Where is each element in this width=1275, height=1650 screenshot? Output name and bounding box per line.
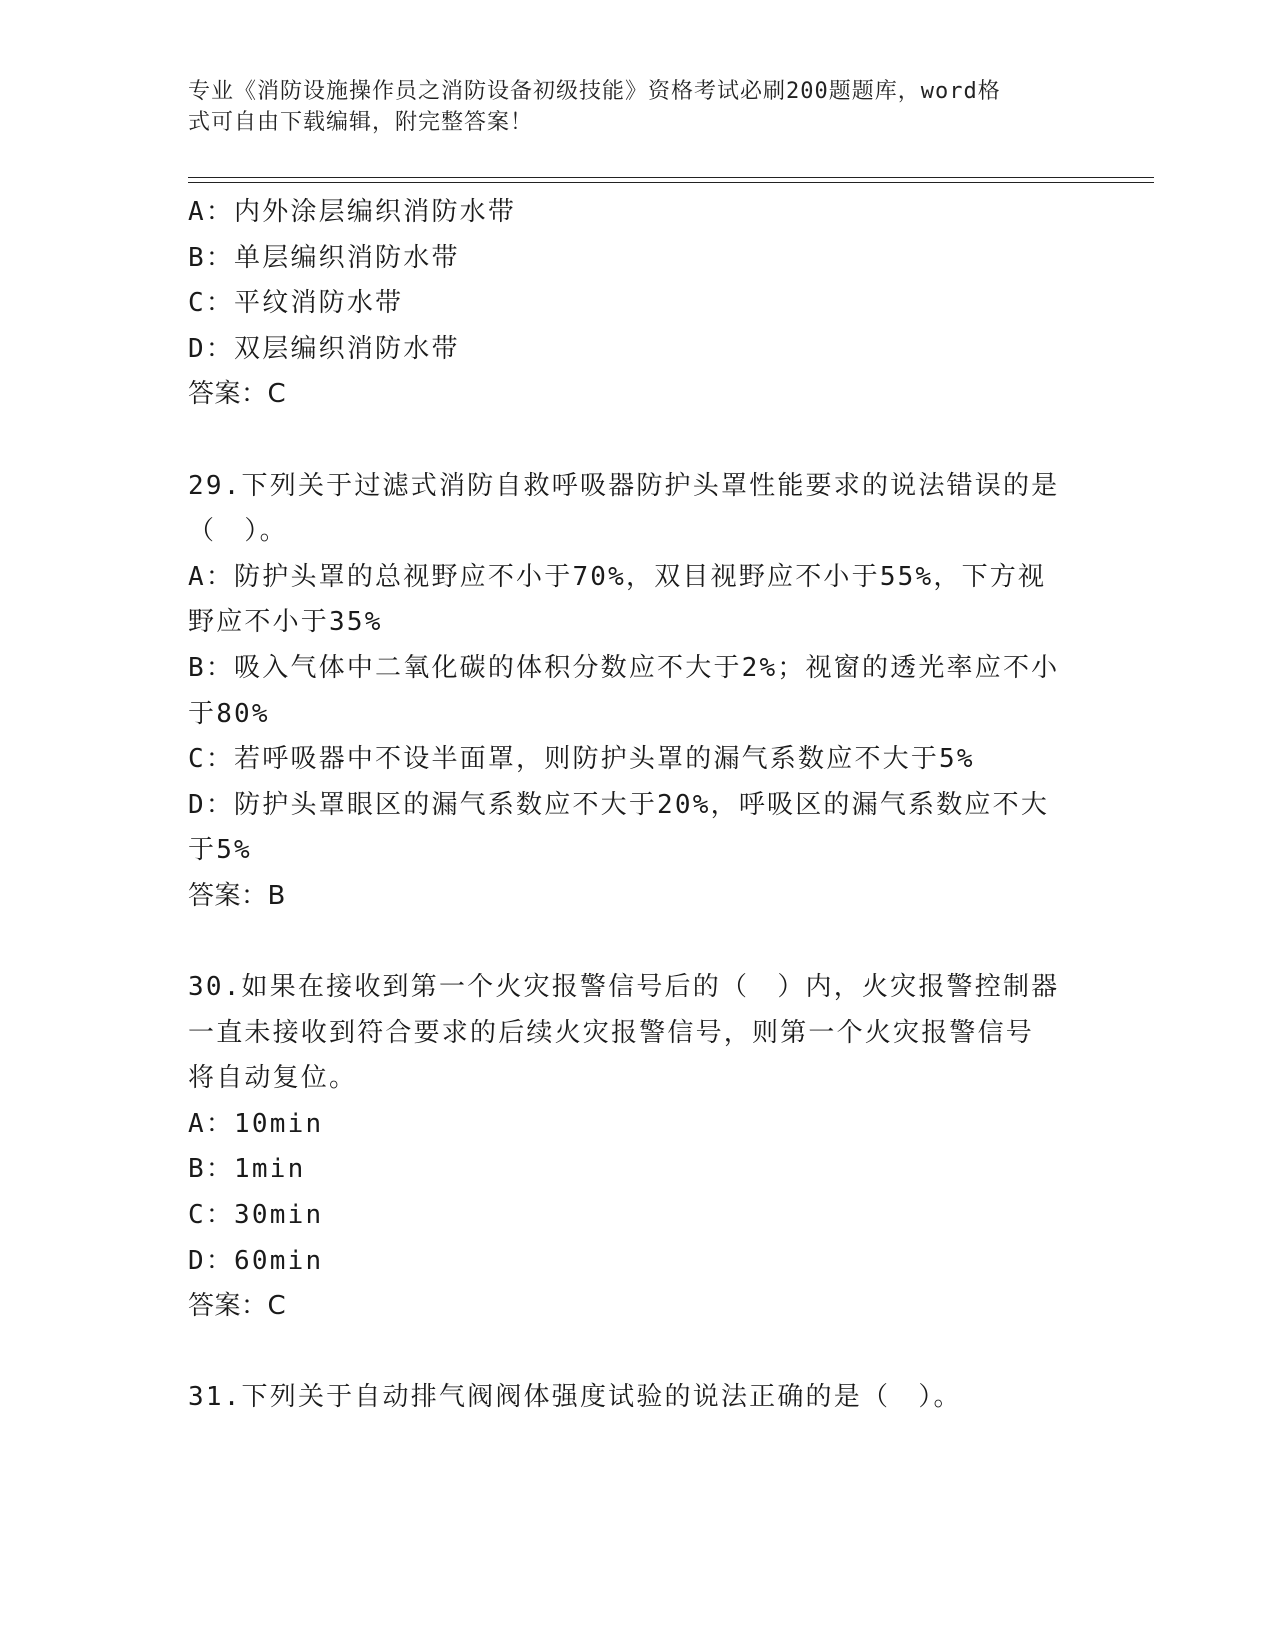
option-b: B：吸入气体中二氧化碳的体积分数应不大于2%；视窗的透光率应不小 [188, 652, 1060, 683]
option-a: A：内外涂层编织消防水带 [188, 197, 517, 227]
option-a-continued: 野应不小于35% [188, 607, 383, 638]
answer-label: 答案：C [188, 1291, 287, 1322]
question-30 [188, 965, 1088, 1330]
option-a: A：防护头罩的总视野应不小于70%，双目视野应不小于55%，下方视 [188, 561, 1047, 592]
question-stem: 31.下列关于自动排气阀阀体强度试验的说法正确的是（ ）。 [188, 1382, 962, 1413]
option-a: A：10min [188, 1108, 324, 1139]
option-c: C：30min [188, 1200, 324, 1231]
spacer [188, 920, 1088, 966]
header-line-1: 专业《消防设施操作员之消防设备初级技能》资格考试必刷200题题库，word格 [188, 79, 1001, 104]
document-header [188, 76, 1068, 138]
header-divider-top [188, 177, 1154, 178]
question-stem: 30.如果在接收到第一个火灾报警信号后的（ ）内，火灾报警控制器 [188, 972, 1060, 1003]
question-stem: 29.下列关于过滤式消防自救呼吸器防护头罩性能要求的说法错误的是 [188, 470, 1060, 501]
header-line-2: 式可自由下载编辑，附完整答案！ [188, 110, 534, 135]
question-stem: 一直未接收到符合要求的后续火灾报警信号，则第一个火灾报警信号 [188, 1017, 1035, 1048]
option-d: D：防护头罩眼区的漏气系数应不大于20%，呼吸区的漏气系数应不大 [188, 789, 1050, 820]
option-c: C：若呼吸器中不设半面罩，则防护头罩的漏气系数应不大于5% [188, 744, 975, 775]
option-d-continued: 于5% [188, 835, 252, 866]
spacer [188, 1330, 1088, 1376]
option-b: B：1min [188, 1154, 306, 1185]
option-b: B：单层编织消防水带 [188, 242, 460, 273]
option-d: D：60min [188, 1245, 324, 1276]
option-c: C：平纹消防水带 [188, 288, 404, 319]
answer-label: 答案：C [188, 379, 287, 410]
option-d: D：双层编织消防水带 [188, 333, 460, 364]
option-b-continued: 于80% [188, 698, 270, 729]
question-31 [188, 1375, 1088, 1421]
question-29 [188, 464, 1088, 920]
question-stem: 将自动复位。 [188, 1063, 358, 1094]
question-stem: （ ）。 [188, 516, 288, 547]
question-28 [188, 190, 1088, 418]
spacer [188, 418, 1088, 464]
question-list [188, 190, 1088, 1421]
answer-label: 答案：B [188, 880, 286, 911]
header-divider-bottom [188, 182, 1154, 183]
